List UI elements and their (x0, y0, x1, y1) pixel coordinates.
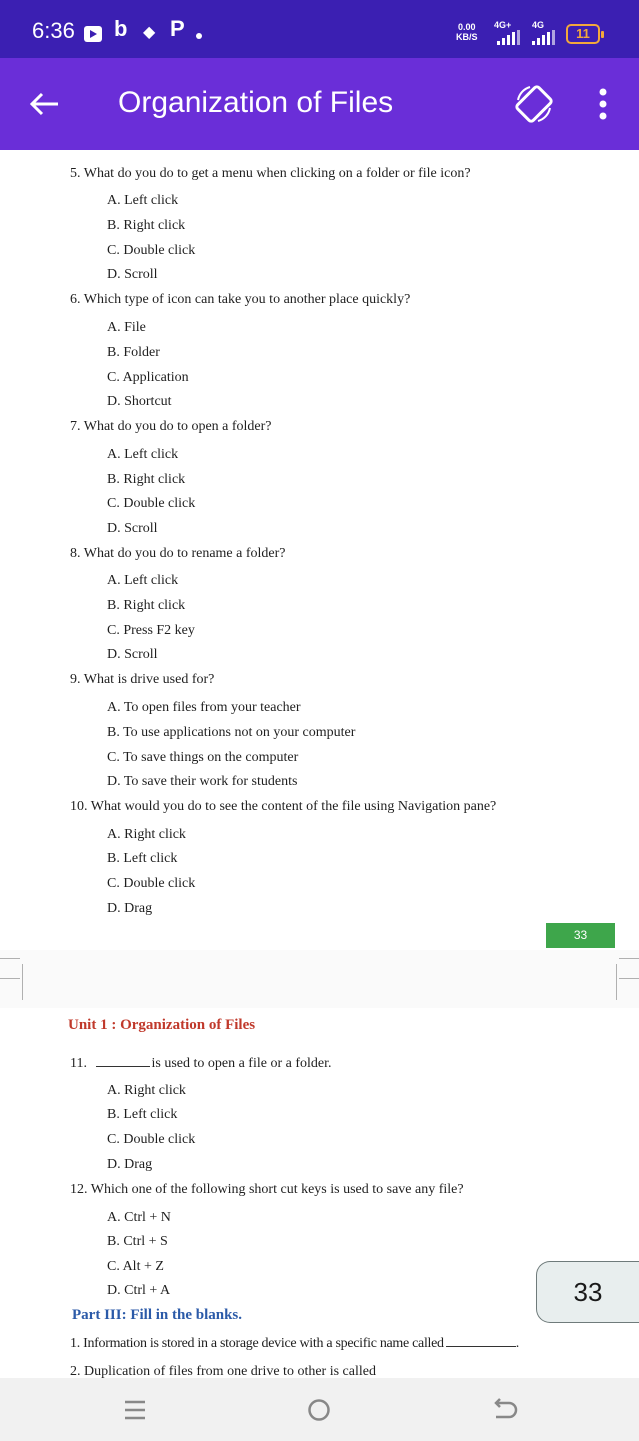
question-12-option-c: C. Alt + Z (107, 1259, 164, 1274)
question-12-option-b: B. Ctrl + S (107, 1234, 168, 1249)
question-11-option-a: A. Right click (107, 1083, 186, 1098)
page-number-tag: 33 (546, 923, 615, 948)
page-indicator-badge[interactable]: 33 (536, 1261, 639, 1323)
data-rate-unit: KB/S (456, 32, 478, 42)
p-app-notification-icon: P (170, 16, 185, 41)
question-12-option-a: A. Ctrl + N (107, 1210, 171, 1225)
status-time: 6:36 (32, 18, 75, 43)
question-10-option-a: A. Right click (107, 827, 186, 842)
back-icon[interactable] (481, 1390, 525, 1430)
question-10-option-c: C. Double click (107, 876, 196, 891)
network-type-1: 4G+ (494, 20, 512, 30)
question-5-option-b: B. Right click (107, 218, 186, 233)
battery-icon: 11 (566, 24, 600, 44)
question-10: 10. What would you do to see the content of the file using Navigation pane? (70, 799, 497, 814)
question-9-option-d: D. To save their work for students (107, 774, 298, 789)
question-11-text: is used to open a file or a folder. (151, 1056, 332, 1071)
question-9-option-b: B. To use applications not on your computer (107, 725, 356, 740)
signal-strength-2-icon (532, 30, 555, 45)
data-rate-value: 0.00 (457, 22, 476, 32)
question-5-option-a: A. Left click (107, 193, 179, 208)
question-6-option-d: D. Shortcut (107, 394, 172, 409)
question-5-option-d: D. Scroll (107, 267, 158, 282)
question-6-option-a: A. File (107, 320, 146, 335)
question-7-option-a: A. Left click (107, 447, 179, 462)
question-8-option-c: C. Press F2 key (107, 623, 195, 638)
question-6-option-b: B. Folder (107, 345, 160, 360)
part-3-heading: Part III: Fill in the blanks. (72, 1307, 243, 1323)
question-8-option-b: B. Right click (107, 598, 186, 613)
question-9: 9. What is drive used for? (70, 672, 215, 687)
home-icon[interactable] (297, 1390, 341, 1430)
video-notification-icon (84, 26, 102, 42)
question-8-option-d: D. Scroll (107, 647, 158, 662)
question-8: 8. What do you do to rename a folder? (70, 546, 286, 561)
question-6-option-c: C. Application (107, 370, 189, 385)
b-app-notification-icon: b (114, 16, 128, 41)
page-corner-mark (616, 964, 617, 1000)
answer-blank (446, 1346, 516, 1347)
question-7-option-c: C. Double click (107, 496, 196, 511)
data-rate (456, 22, 478, 42)
question-11-number: 11. (70, 1056, 87, 1071)
app-bar (0, 58, 639, 150)
question-7-option-b: B. Right click (107, 472, 186, 487)
question-10-option-d: D. Drag (107, 901, 153, 916)
question-11-option-d: D. Drag (107, 1157, 153, 1172)
more-vertical-icon[interactable] (588, 84, 618, 124)
recents-icon[interactable] (113, 1390, 157, 1430)
signal-strength-1-icon (497, 30, 520, 45)
fill-in-1 (70, 1336, 519, 1352)
question-9-option-a: A. To open files from your teacher (107, 700, 301, 715)
document-view[interactable] (0, 150, 639, 1378)
question-12-option-d: D. Ctrl + A (107, 1283, 171, 1298)
question-8-option-a: A. Left click (107, 573, 179, 588)
question-10-option-b: B. Left click (107, 851, 178, 866)
fill-in-1-end: . (515, 1336, 519, 1351)
question-12: 12. Which one of the following short cut keys is used to save any file? (70, 1182, 464, 1197)
back-arrow-icon[interactable] (22, 82, 66, 126)
question-7-option-d: D. Scroll (107, 521, 158, 536)
status-bar (0, 0, 639, 58)
page-corner-mark (619, 978, 639, 979)
page-corner-mark (0, 978, 20, 979)
question-5-option-c: C. Double click (107, 243, 196, 258)
coin-notification-icon: ◆ (143, 24, 156, 41)
question-7: 7. What do you do to open a folder? (70, 419, 272, 434)
fill-in-1-text: 1. Information is stored in a storage device with a specific name called (70, 1336, 444, 1351)
unit-heading: Unit 1 : Organization of Files (68, 1017, 256, 1033)
question-11 (70, 1056, 332, 1072)
page-separator (0, 950, 639, 1008)
page-corner-mark (0, 958, 20, 980)
fill-in-2: 2. Duplication of files from one drive to other is called (70, 1364, 376, 1378)
answer-blank (96, 1066, 150, 1067)
system-nav-bar (0, 1378, 639, 1441)
page-corner-mark (619, 958, 639, 959)
question-11-option-c: C. Double click (107, 1132, 196, 1147)
network-type-2: 4G (532, 20, 545, 30)
page-title: Organization of Files (118, 86, 394, 119)
page-corner-mark (22, 964, 23, 1000)
screen-rotate-icon[interactable] (510, 80, 558, 128)
question-9-option-c: C. To save things on the computer (107, 750, 299, 765)
question-6: 6. Which type of icon can take you to another place quickly? (70, 292, 411, 307)
more-notifications-dot-icon (196, 33, 202, 39)
question-11-option-b: B. Left click (107, 1107, 178, 1122)
question-5: 5. What do you do to get a menu when clicking on a folder or file icon? (70, 166, 471, 181)
